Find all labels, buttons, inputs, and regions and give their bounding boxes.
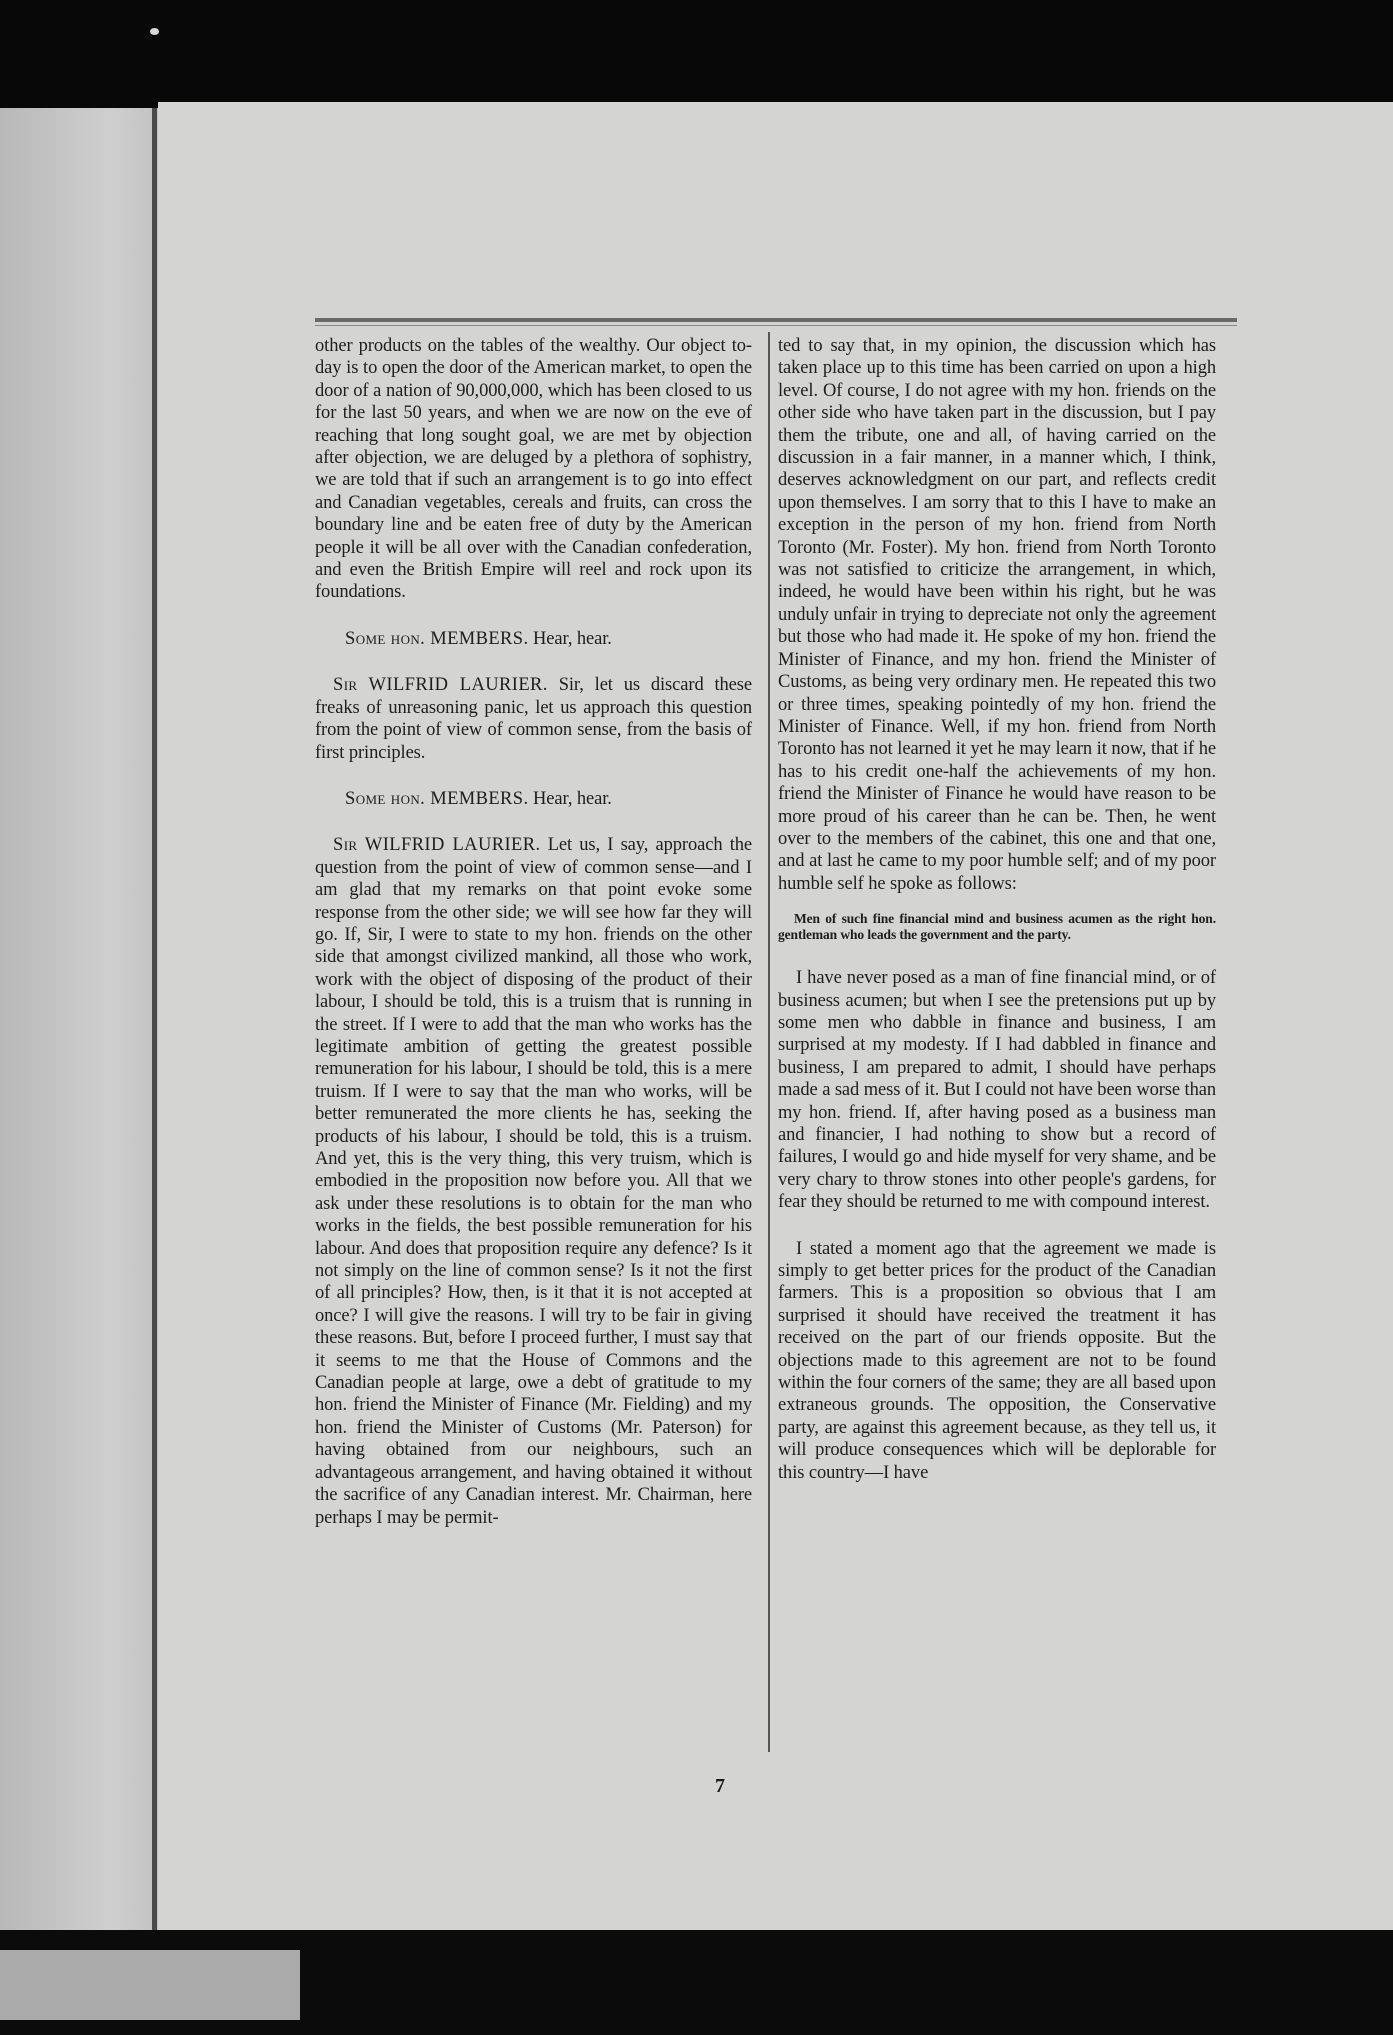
interjection-text: Hear, hear. xyxy=(533,788,612,809)
speech-text: Let us, I say, approach the question from the point of view of common sense—and I am glad that my remarks on that point evoke some response from the other side; we will see how far they will go. If, Sir, I were to state to my hon. friends on the other side that amongst civilized mankind, all those who work, work with the object of disposing of the product of their labour, I should be told, this is a truism that is running in the street. If I were to add that the man who works has the legitimate ambition of getting the greatest possible remuneration for his labour, I should be told, this is a mere truism. If I were to say that the man who works, will be better remunerated the more clients he has, seeking the products of his labour, I should be told, this is a truism. And yet, this is the very thing, this very truism, which is embodied in the proposition now before you. All that we ask under these resolutions is to obtain for the man who works in the fields, the best possible remuneration for his labour. And does that proposition require any defence? Is it not simply on the line of common sense? Is it not the first of all principles? How, then, is it that it is not accepted at once? I will give the reasons. I will try to be fair in giving these reasons. But, before I proceed further, I must say that it seems to me that the House of Commons and the Canadian people at large, owe a debt of gratitude to my hon. friend the Minister of Finance (Mr. Fielding) and my hon. friend the Minister of Customs (Mr. Paterson) for having obtained from our neighbours, such an advantageous arrangement, and having obtained it without the sacrifice of any Canadian interest. Mr. Chairman, here perhaps I may be permit- xyxy=(315,835,753,1528)
adjacent-page-edge xyxy=(0,108,158,1938)
paragraph: other products on the tables of the wealthy. Our object to-day is to open the door of the American market, to open the door of a nation of 90,000,000, which has been closed to us for the last 50 years, and when we are now on the eve of reaching that long sought goal, we are met by objection after objection, we are deluged by a plethora of sophistry, we are told that if such an arrangement is to go into effect and Canadian vegetables, cereals and fruits, can cross the boundary line and be eaten free of duty by the American people it will be all over with the Canadian confederation, and even the British Empire will reel and rock upon its foundations. xyxy=(315,336,752,603)
page-gutter-line xyxy=(152,108,157,1938)
left-column xyxy=(315,335,752,1529)
interjection-text: Hear, hear. xyxy=(533,628,612,649)
paragraph: ted to say that, in my opinion, the discussion which has taken place up to this time has been carried on upon a high level. Of course, I do not agree with my hon. friends on the other side who have taken part in the discussion, but I pay them the tribute, one and all, of having carried on the discussion in a fair manner, in a manner which, I think, deserves acknowledgment on our part, and reflects credit upon themselves. I am sorry that to this I have to make an exception in the person of my hon. friend from North Toronto (Mr. Foster). My hon. friend from North Toronto was not satisfied to criticize the arrangement, in which, indeed, he would have been within his right, but he was unduly unfair in trying to depreciate not only the agreement but those who had made it. He spoke of my hon. friend the Minister of Finance, and my hon. friend the Minister of Customs, as being very ordinary men. He repeated this two or three times, speaking pointedly of my hon. friend the Minister of Finance. Well, if my hon. friend from North Toronto has not learned it yet he may learn it now, that if he has to his credit one-half the achievements of my hon. friend the Minister of Finance he would have reason to be more proud of his career than he can be. Then, he went over to the members of the cabinet, this one and that one, and at last he came to my poor humble self; and of my poor humble self he spoke as follows: xyxy=(778,336,1216,894)
scan-top-border xyxy=(0,0,1393,108)
paragraph xyxy=(315,834,752,1529)
adjacent-page-corner xyxy=(0,1950,300,2020)
scan-dust-mark xyxy=(150,28,159,35)
speaker-name: Some hon. MEMBERS. xyxy=(345,628,529,649)
speech-text: Sir, let us discard these freaks of unreasoning panic, let us approach this question from the point of view of common sense, from the basis of first principles. xyxy=(315,675,752,763)
speaker-name: Sir WILFRID LAURIER. xyxy=(333,675,548,696)
column-divider xyxy=(768,332,770,1752)
paragraph: I have never posed as a man of fine financial mind, or of business acumen; but when I see the pretensions put up by some men who dabble in finance and business, I am surprised at my modesty. If I had dabbled in finance and business, I am prepared to admit, I should have perhaps made a sad mess of it. But I could not have been worse than my hon. friend. If, after having posed as a business man and financier, I had nothing to show but a record of failures, I would go and hide myself for very shame, and be very chary to throw stones into other people's gardens, for fear they should be returned to me with compound interest. xyxy=(778,968,1216,1213)
speaker-name: Sir WILFRID LAURIER. xyxy=(333,835,541,856)
paragraph: I stated a moment ago that the agreement we made is simply to get better prices for the product of the Canadian farmers. This is a proposition so obvious that I am surprised it should have received the treatment it has received on the part of our friends opposite. But the objections made to this agreement are not to be found within the four corners of the same; they are all based upon extraneous grounds. The opposition, the Conservative party, are against this agreement because, as they tell us, it will produce consequences which will be deplorable for this country—I have xyxy=(778,1238,1216,1483)
page-number: 7 xyxy=(715,1775,725,1797)
header-rule xyxy=(315,318,1237,322)
speaker-name: Some hon. MEMBERS. xyxy=(345,788,529,809)
quotation: Men of such fine financial mind and business acumen as the right hon. gentleman who leads the government and the party. xyxy=(778,911,1216,943)
header-rule-thin xyxy=(315,325,1237,326)
right-column xyxy=(778,335,1216,1484)
interjection xyxy=(315,788,752,810)
interjection xyxy=(315,628,752,650)
paragraph xyxy=(315,674,752,764)
